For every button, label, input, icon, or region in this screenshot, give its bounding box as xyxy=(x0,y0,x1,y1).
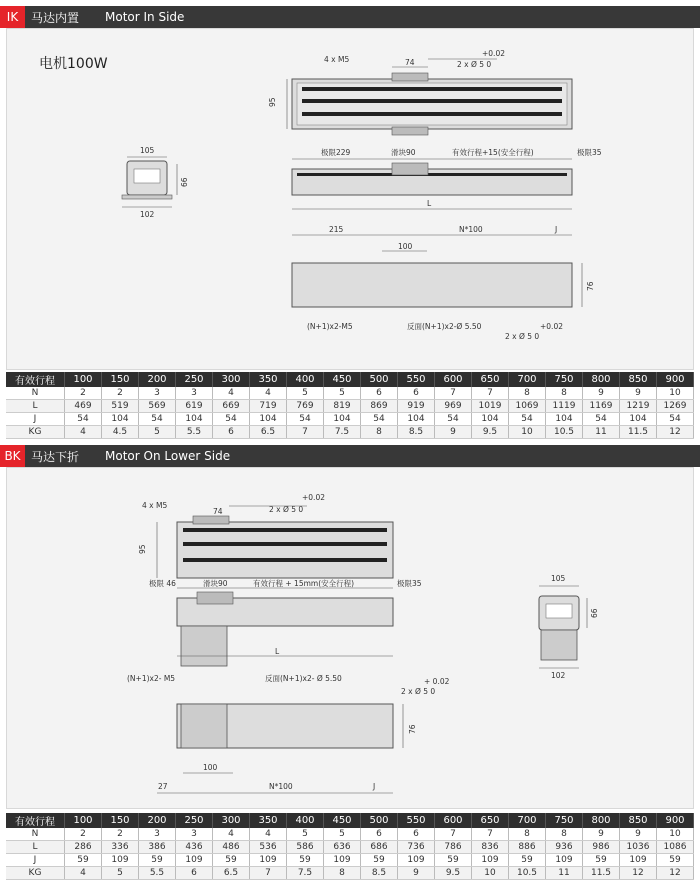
table-cell: 11 xyxy=(583,426,620,439)
bottom-pitch-dim: N*100 xyxy=(269,782,293,791)
side-length: L xyxy=(427,199,432,208)
table-cell: 54 xyxy=(657,413,694,426)
table-cell: N xyxy=(6,387,65,400)
table-cell: 6 xyxy=(213,426,250,439)
table-header-cell: 150 xyxy=(102,372,139,387)
table-cell: 6 xyxy=(398,387,435,400)
table-header-cell: 250 xyxy=(176,372,213,387)
table-cell: 109 xyxy=(398,854,435,867)
table-cell: 886 xyxy=(509,841,546,854)
table-header-cell: 600 xyxy=(435,813,472,828)
table-cell: 54 xyxy=(583,413,620,426)
table-cell: 104 xyxy=(250,413,287,426)
bottom-view xyxy=(292,235,582,307)
table-header-cell: 400 xyxy=(287,813,324,828)
table-header-cell: 500 xyxy=(361,372,398,387)
table-header-cell: 有效行程 xyxy=(6,813,65,828)
side-limit-left: 极限 46 xyxy=(149,579,176,588)
section-header-ik xyxy=(0,6,700,28)
top-holes-label: 4 x M5 xyxy=(324,55,350,64)
table-header-cell: 450 xyxy=(324,372,361,387)
table-cell: 11.5 xyxy=(583,867,620,880)
section-code: BK xyxy=(0,445,25,467)
table-cell: 9.5 xyxy=(435,867,472,880)
table-cell: 12 xyxy=(620,867,657,880)
section-title-en: Motor On Lower Side xyxy=(105,449,231,463)
table-cell: 286 xyxy=(65,841,102,854)
table-cell: 59 xyxy=(139,854,176,867)
bottom-pitch-dim: N*100 xyxy=(459,225,483,234)
table-cell: 104 xyxy=(472,413,509,426)
bottom-left-dim: 215 xyxy=(329,225,344,234)
table-header-row xyxy=(6,372,694,387)
table-cell: 4 xyxy=(65,426,102,439)
end-width-label: 105 xyxy=(140,146,155,155)
table-cell: 104 xyxy=(620,413,657,426)
table-header-cell: 500 xyxy=(361,813,398,828)
table-header-cell: 750 xyxy=(546,813,583,828)
table-cell: 1269 xyxy=(657,400,694,413)
table-header-cell: 300 xyxy=(213,372,250,387)
table-cell: 9 xyxy=(583,828,620,841)
table-cell: 469 xyxy=(65,400,102,413)
table-cell: 536 xyxy=(250,841,287,854)
table-row xyxy=(6,426,694,439)
table-cell: 8.5 xyxy=(398,426,435,439)
table-cell: 4 xyxy=(250,387,287,400)
table-row xyxy=(6,828,694,841)
table-header-cell: 800 xyxy=(583,813,620,828)
table-header-cell: 有效行程 xyxy=(6,372,65,387)
table-cell: 919 xyxy=(398,400,435,413)
table-cell: 10.5 xyxy=(509,867,546,880)
table-cell: 719 xyxy=(250,400,287,413)
table-cell: KG xyxy=(6,426,65,439)
table-cell: 54 xyxy=(509,413,546,426)
top-pitch-label: 74 xyxy=(213,507,223,516)
top-pin-label: 2 x Ø 5 0 xyxy=(457,60,492,69)
table-cell: 6 xyxy=(361,387,398,400)
bottom-pin: 2 x Ø 5 0 xyxy=(401,687,436,696)
section-header-bk xyxy=(0,445,700,467)
side-stroke: 有效行程+15(安全行程) xyxy=(452,148,534,157)
table-cell: 519 xyxy=(102,400,139,413)
drawing-area-bk xyxy=(6,467,694,809)
table-cell: 3 xyxy=(176,828,213,841)
table-header-cell: 300 xyxy=(213,813,250,828)
table-row xyxy=(6,841,694,854)
top-pin-label: 2 x Ø 5 0 xyxy=(269,505,304,514)
table-header-cell: 550 xyxy=(398,372,435,387)
table-cell: 10 xyxy=(472,867,509,880)
section-title-cn: 马达内置 xyxy=(31,10,80,25)
spec-table-bk xyxy=(6,813,694,880)
table-header-cell: 200 xyxy=(139,372,176,387)
table-cell: 59 xyxy=(435,854,472,867)
table-header-cell: 850 xyxy=(620,813,657,828)
table-cell: 7.5 xyxy=(324,426,361,439)
table-cell: 59 xyxy=(657,854,694,867)
side-limit-left: 极限229 xyxy=(321,148,351,157)
table-cell: 1036 xyxy=(620,841,657,854)
table-row xyxy=(6,387,694,400)
top-view xyxy=(287,59,572,135)
table-cell: 54 xyxy=(287,413,324,426)
table-cell: 12 xyxy=(657,426,694,439)
table-cell: 11.5 xyxy=(620,426,657,439)
top-height-label: 95 xyxy=(268,97,277,107)
table-cell: 7 xyxy=(435,387,472,400)
table-cell: 10 xyxy=(657,828,694,841)
table-cell: 5 xyxy=(324,387,361,400)
table-cell: 869 xyxy=(361,400,398,413)
table-header-cell: 350 xyxy=(250,372,287,387)
motor-power-label: 电机100W xyxy=(39,56,108,72)
side-limit-right: 极限35 xyxy=(397,579,422,588)
table-header-cell: 200 xyxy=(139,813,176,828)
bottom-left-dim: 27 xyxy=(158,782,168,791)
table-cell: 10.5 xyxy=(546,426,583,439)
table-cell: 4 xyxy=(65,867,102,880)
table-cell: 9 xyxy=(435,426,472,439)
table-cell: 104 xyxy=(176,413,213,426)
table-cell: 109 xyxy=(102,854,139,867)
table-cell: 8 xyxy=(509,387,546,400)
table-cell: 836 xyxy=(472,841,509,854)
table-cell: 3 xyxy=(139,828,176,841)
end-view xyxy=(122,157,177,207)
top-pitch-label: 74 xyxy=(405,58,415,67)
table-cell: 109 xyxy=(176,854,213,867)
end-width-label: 105 xyxy=(551,574,566,583)
table-cell: 109 xyxy=(472,854,509,867)
table-cell: 11 xyxy=(546,867,583,880)
table-cell: 5 xyxy=(102,867,139,880)
table-header-cell: 750 xyxy=(546,372,583,387)
table-cell: 109 xyxy=(324,854,361,867)
table-cell: 7 xyxy=(287,426,324,439)
table-cell: 6 xyxy=(361,828,398,841)
table-cell: 8 xyxy=(509,828,546,841)
table-cell: 386 xyxy=(139,841,176,854)
table-row xyxy=(6,867,694,880)
table-header-cell: 400 xyxy=(287,372,324,387)
side-limit-right: 极限35 xyxy=(577,148,602,157)
end-height-label: 66 xyxy=(590,608,599,618)
table-cell: 3 xyxy=(176,387,213,400)
table-cell: 8 xyxy=(324,867,361,880)
bottom-rev-holes: 反面(N+1)x2-Ø 5.50 xyxy=(407,322,482,331)
table-cell: 8.5 xyxy=(361,867,398,880)
table-header-cell: 700 xyxy=(509,372,546,387)
table-cell: 1069 xyxy=(509,400,546,413)
table-cell: KG xyxy=(6,867,65,880)
side-stroke: 有效行程 + 15mm(安全行程) xyxy=(253,579,355,588)
table-cell: 6.5 xyxy=(213,867,250,880)
bottom-j-dim: J xyxy=(555,225,558,234)
table-cell: 59 xyxy=(213,854,250,867)
table-header-cell: 350 xyxy=(250,813,287,828)
table-cell: 569 xyxy=(139,400,176,413)
bottom-pin: 2 x Ø 5 0 xyxy=(505,332,540,341)
table-header-cell: 650 xyxy=(472,372,509,387)
table-cell: 336 xyxy=(102,841,139,854)
table-cell: 619 xyxy=(176,400,213,413)
table-cell: 9 xyxy=(620,828,657,841)
table-cell: 12 xyxy=(657,867,694,880)
table-cell: 8 xyxy=(546,387,583,400)
side-slider: 滑块90 xyxy=(391,148,416,157)
side-view xyxy=(177,588,393,666)
table-cell: 586 xyxy=(287,841,324,854)
table-cell: 109 xyxy=(546,854,583,867)
table-cell: N xyxy=(6,828,65,841)
table-cell: 59 xyxy=(509,854,546,867)
top-height-label: 95 xyxy=(138,544,147,554)
table-cell: 686 xyxy=(361,841,398,854)
table-header-cell: 250 xyxy=(176,813,213,828)
table-cell: 4 xyxy=(213,387,250,400)
table-cell: 7 xyxy=(435,828,472,841)
bottom-tol: + 0.02 xyxy=(424,677,450,686)
top-holes-label: 4 x M5 xyxy=(142,501,168,510)
table-cell: 9 xyxy=(620,387,657,400)
side-slider: 滑块90 xyxy=(203,579,228,588)
bottom-view xyxy=(157,704,403,793)
table-cell: 7 xyxy=(472,828,509,841)
table-cell: 1086 xyxy=(657,841,694,854)
table-cell: 104 xyxy=(398,413,435,426)
table-header-cell: 550 xyxy=(398,813,435,828)
table-cell: L xyxy=(6,841,65,854)
table-cell: 986 xyxy=(583,841,620,854)
table-cell: 10 xyxy=(509,426,546,439)
table-row xyxy=(6,413,694,426)
table-cell: 2 xyxy=(102,828,139,841)
table-cell: 109 xyxy=(620,854,657,867)
bottom-j-dim: J xyxy=(373,782,376,791)
table-header-cell: 850 xyxy=(620,372,657,387)
table-cell: 5 xyxy=(287,387,324,400)
table-cell: 636 xyxy=(324,841,361,854)
bottom-holes: (N+1)x2- M5 xyxy=(127,674,176,683)
table-cell: 2 xyxy=(102,387,139,400)
table-cell: J xyxy=(6,854,65,867)
table-cell: 5 xyxy=(324,828,361,841)
table-cell: 1019 xyxy=(472,400,509,413)
table-cell: 104 xyxy=(546,413,583,426)
table-cell: J xyxy=(6,413,65,426)
table-cell: 9 xyxy=(583,387,620,400)
table-cell: 9 xyxy=(398,867,435,880)
table-cell: 2 xyxy=(65,387,102,400)
table-cell: 669 xyxy=(213,400,250,413)
top-tol-label: +0.02 xyxy=(302,493,325,502)
table-cell: 54 xyxy=(361,413,398,426)
table-row xyxy=(6,400,694,413)
table-header-cell: 450 xyxy=(324,813,361,828)
table-header-cell: 900 xyxy=(657,813,694,828)
table-header-cell: 100 xyxy=(65,372,102,387)
table-cell: 54 xyxy=(213,413,250,426)
table-cell: 8 xyxy=(361,426,398,439)
table-cell: 5 xyxy=(287,828,324,841)
technical-drawing-bk xyxy=(7,468,695,810)
table-cell: 936 xyxy=(546,841,583,854)
table-cell: 7 xyxy=(472,387,509,400)
table-cell: 104 xyxy=(102,413,139,426)
bottom-hundred-dim: 100 xyxy=(398,242,413,251)
table-cell: 7 xyxy=(250,867,287,880)
table-cell: 54 xyxy=(139,413,176,426)
table-cell: 59 xyxy=(287,854,324,867)
table-cell: 819 xyxy=(324,400,361,413)
end-height-label: 66 xyxy=(180,177,189,187)
side-length: L xyxy=(275,647,280,656)
end-base-label: 102 xyxy=(140,210,155,219)
end-base-label: 102 xyxy=(551,671,566,680)
table-cell: 6.5 xyxy=(250,426,287,439)
table-cell: 104 xyxy=(324,413,361,426)
table-cell: 5.5 xyxy=(176,426,213,439)
table-cell: 59 xyxy=(583,854,620,867)
table-cell: 6 xyxy=(398,828,435,841)
table-header-cell: 100 xyxy=(65,813,102,828)
table-header-cell: 900 xyxy=(657,372,694,387)
bottom-height-dim: 76 xyxy=(408,724,417,734)
table-cell: 786 xyxy=(435,841,472,854)
table-cell: 59 xyxy=(361,854,398,867)
bottom-tol: +0.02 xyxy=(540,322,563,331)
section-title-cn: 马达下折 xyxy=(31,449,80,464)
table-cell: 5 xyxy=(139,426,176,439)
table-header-cell: 600 xyxy=(435,372,472,387)
table-cell: 736 xyxy=(398,841,435,854)
top-tol-label: +0.02 xyxy=(482,49,505,58)
table-cell: 4.5 xyxy=(102,426,139,439)
table-cell: 3 xyxy=(139,387,176,400)
table-cell: 8 xyxy=(546,828,583,841)
table-cell: 436 xyxy=(176,841,213,854)
table-cell: 1119 xyxy=(546,400,583,413)
table-cell: 2 xyxy=(65,828,102,841)
table-cell: 54 xyxy=(65,413,102,426)
bottom-holes: (N+1)x2-M5 xyxy=(307,322,353,331)
table-cell: 4 xyxy=(213,828,250,841)
side-view xyxy=(292,159,572,209)
table-cell: 10 xyxy=(657,387,694,400)
table-header-cell: 650 xyxy=(472,813,509,828)
table-cell: 6 xyxy=(176,867,213,880)
spec-table-ik xyxy=(6,372,694,439)
drawing-area-ik xyxy=(6,28,694,370)
table-cell: 1169 xyxy=(583,400,620,413)
top-view xyxy=(157,506,393,578)
table-cell: L xyxy=(6,400,65,413)
table-header-cell: 150 xyxy=(102,813,139,828)
table-cell: 7.5 xyxy=(287,867,324,880)
bottom-height-dim: 76 xyxy=(586,281,595,291)
table-cell: 9.5 xyxy=(472,426,509,439)
table-cell: 59 xyxy=(65,854,102,867)
end-view xyxy=(539,586,587,668)
table-cell: 4 xyxy=(250,828,287,841)
table-cell: 486 xyxy=(213,841,250,854)
table-header-cell: 800 xyxy=(583,372,620,387)
table-header-cell: 700 xyxy=(509,813,546,828)
section-code: IK xyxy=(0,6,25,28)
section-title-en: Motor In Side xyxy=(105,10,185,24)
technical-drawing-ik xyxy=(7,29,695,371)
bottom-rev-holes: 反面(N+1)x2- Ø 5.50 xyxy=(265,674,342,683)
table-cell: 969 xyxy=(435,400,472,413)
table-cell: 109 xyxy=(250,854,287,867)
table-cell: 54 xyxy=(435,413,472,426)
table-cell: 769 xyxy=(287,400,324,413)
table-cell: 1219 xyxy=(620,400,657,413)
table-cell: 5.5 xyxy=(139,867,176,880)
bottom-hundred-dim: 100 xyxy=(203,763,218,772)
table-header-row xyxy=(6,813,694,828)
table-row xyxy=(6,854,694,867)
